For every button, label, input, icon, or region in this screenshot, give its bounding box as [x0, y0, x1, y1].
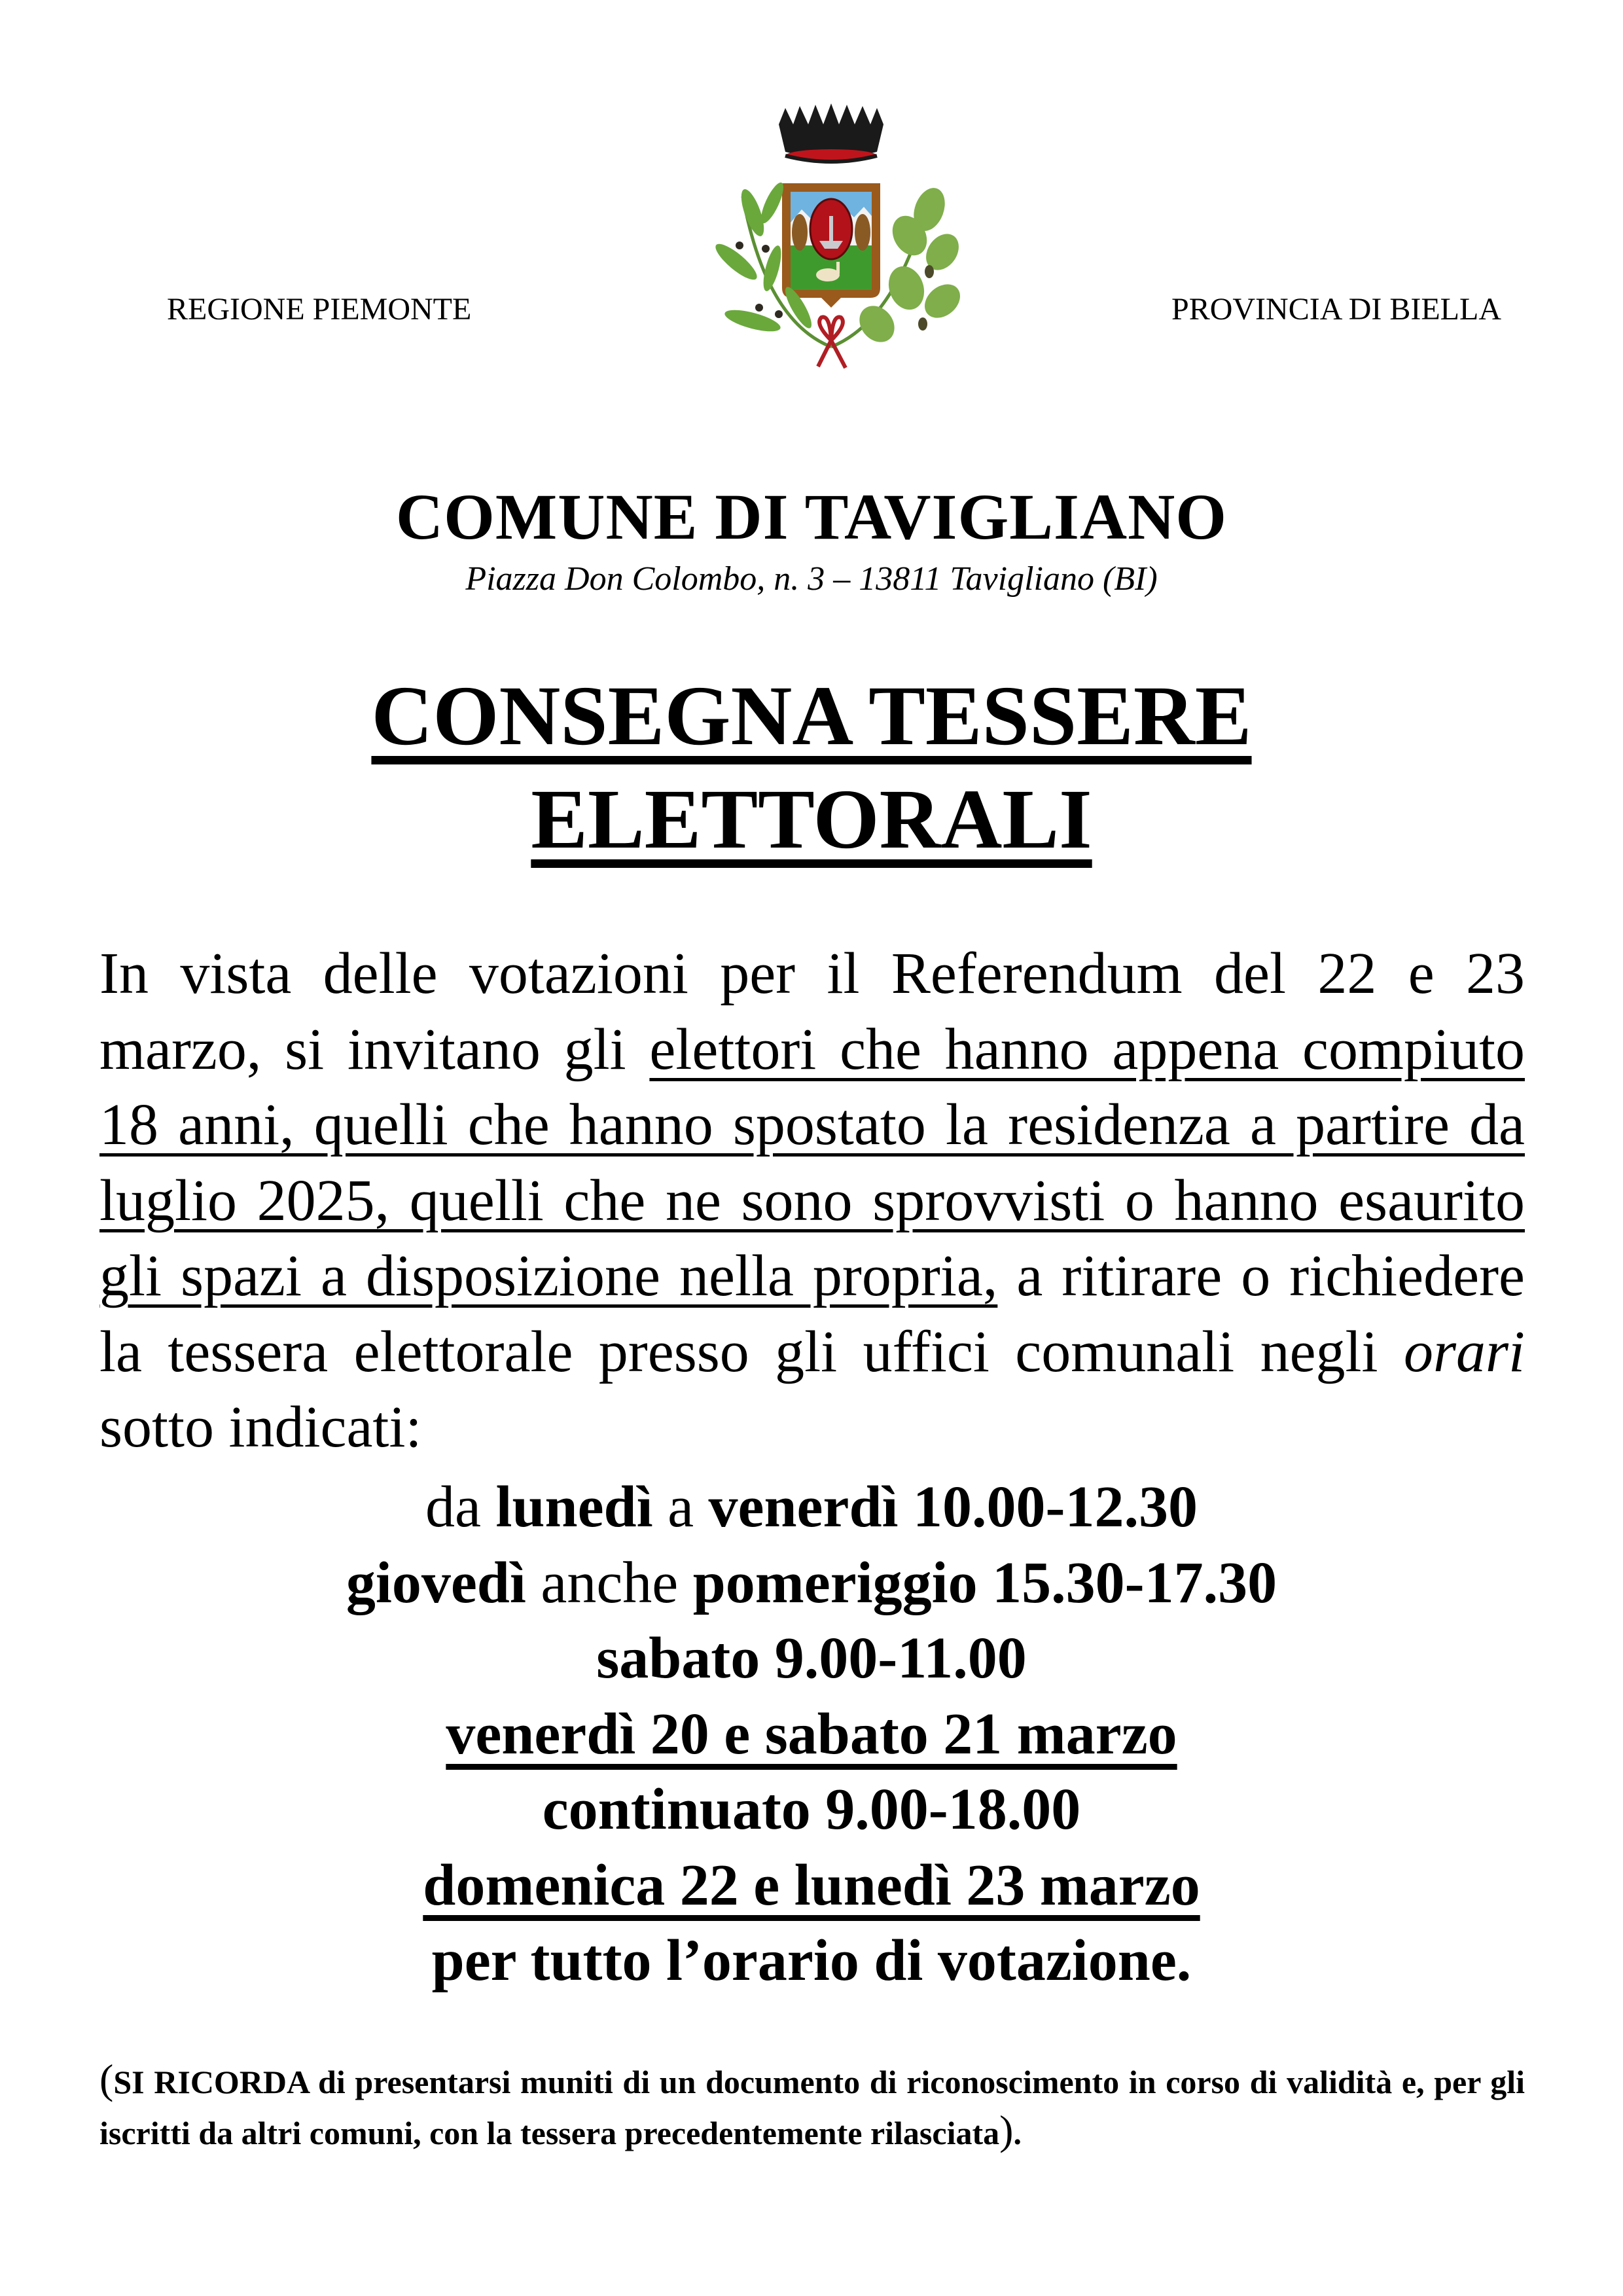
- municipality-address: Piazza Don Colombo, n. 3 – 13811 Tavigliano (BI): [465, 560, 1158, 598]
- schedule-day-hours: venerdì 10.00-12.30: [708, 1475, 1198, 1539]
- heading-line-2: ELETTORALI: [531, 772, 1092, 867]
- body-ending: sotto indicati:: [99, 1395, 422, 1460]
- coat-of-arms-icon: [681, 98, 982, 380]
- body-eligible-voters: elettori che hanno appena compiuto 18 anni, quelli che hanno spostato la residenza a partire da luglio 2025, quelli che ne sono sprovvisti o hanno esaurito gli spazi a disposizione nella propria,: [99, 1016, 1525, 1308]
- schedule-voting-hours: [0, 1923, 1623, 1999]
- office-hours-schedule: [0, 1469, 1623, 1999]
- schedule-dates: venerdì 20 e sabato 21 marzo: [446, 1701, 1177, 1767]
- open-parenthesis: (: [99, 2056, 114, 2102]
- province-label: PROVINCIA DI BIELLA: [1171, 292, 1501, 327]
- notice-body: [99, 936, 1525, 1465]
- body-request: a ritirare o richiedere la tessera elettorale presso gli uffici comunali negli: [99, 1244, 1525, 1384]
- schedule-hours: sabato 9.00-11.00: [596, 1626, 1027, 1691]
- region-label: REGIONE PIEMONTE: [167, 292, 472, 327]
- schedule-text: a: [652, 1475, 709, 1539]
- schedule-saturday: [0, 1621, 1623, 1696]
- heading-line-1: CONSEGNA TESSERE: [371, 669, 1252, 763]
- schedule-hours: pomeriggio 15.30-17.30: [692, 1550, 1277, 1615]
- schedule-continuous: [0, 1772, 1623, 1848]
- schedule-text: da: [425, 1475, 496, 1539]
- reminder-text: SI RICORDA di presentarsi muniti di un documento di riconoscimento in corso di validità e, per gli iscritti da altri comuni, con la tessera precedentemente rilasciata: [99, 2064, 1525, 2151]
- crown-icon: [779, 103, 883, 162]
- notice-heading: [0, 664, 1623, 871]
- schedule-hours: continuato 9.00-18.00: [542, 1777, 1081, 1842]
- body-hours-word: orari: [1403, 1319, 1525, 1384]
- shield-icon: [782, 183, 880, 308]
- body-intro: In vista delle votazioni per il Referendum del 22 e 23 marzo, si invitano gli: [99, 941, 1525, 1082]
- schedule-text: anche: [526, 1550, 693, 1615]
- schedule-special-days-1: [0, 1696, 1623, 1772]
- municipality-name: COMUNE DI TAVIGLIANO: [395, 480, 1228, 553]
- schedule-day: lunedì: [495, 1475, 653, 1539]
- schedule-hours: per tutto l’orario di votazione.: [431, 1928, 1192, 1993]
- schedule-day: giovedì: [346, 1550, 526, 1615]
- reminder-end: .: [1013, 2115, 1022, 2151]
- close-parenthesis: ): [999, 2107, 1014, 2153]
- schedule-thursday: [0, 1545, 1623, 1621]
- schedule-special-days-2: [0, 1848, 1623, 1924]
- reminder-note: [99, 2055, 1525, 2157]
- schedule-dates: domenica 22 e lunedì 23 marzo: [423, 1852, 1200, 1918]
- schedule-weekdays: [0, 1469, 1623, 1545]
